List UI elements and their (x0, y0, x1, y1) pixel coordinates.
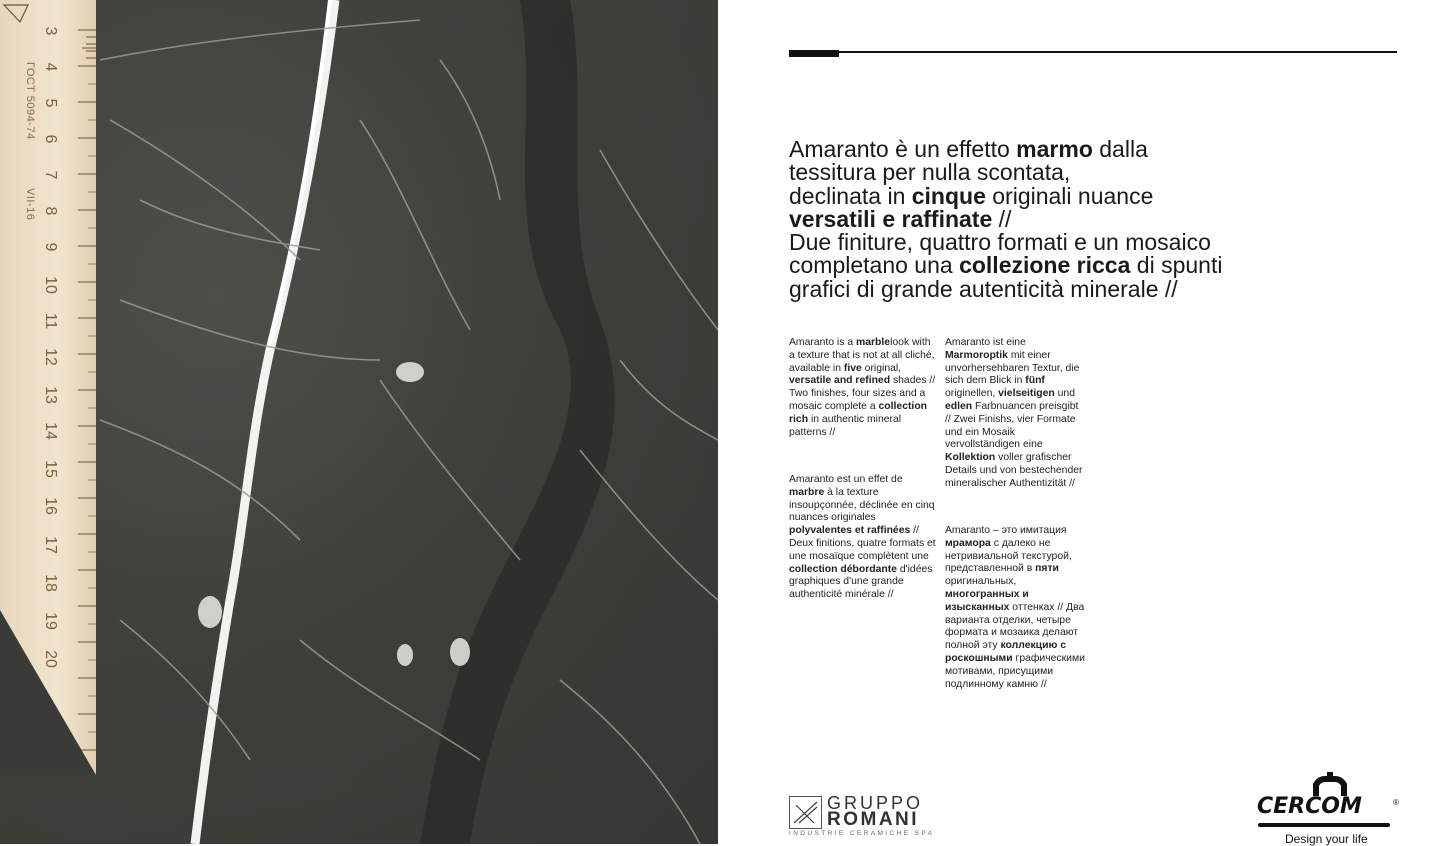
gruppo-romani-line1: GRUPPO (827, 793, 924, 813)
marble-photo (0, 0, 718, 844)
headline-italian (789, 138, 1349, 301)
gruppo-romani-mark-icon (789, 796, 822, 829)
headline-line: completano una collezione ricca di spunti (789, 252, 1223, 279)
headline-line: Amaranto è un effetto marmo dalla (789, 136, 1148, 162)
text-russian: Amaranto – это имитация мрамора с далеко не нетривиальной текстурой, представленной в пяти оригинальных, многогранных и изысканных оттенках // Два варианта отделки, четыре формата и мозаика делают полной эту коллекцию с роскошными графическими мотивами, присущими подлинному камню // (945, 525, 1085, 690)
gruppo-romani-line3: INDUSTRIE CERAMICHE SPA (789, 830, 935, 837)
ruler-number: 12 (42, 348, 59, 366)
headline-line: grafici di grande autenticità minerale // (789, 275, 1178, 302)
ruler-number: 3 (42, 26, 59, 36)
gruppo-romani-line2: ROMANI (827, 809, 920, 830)
headline-line: declinata in cinque originali nuance (789, 182, 1154, 209)
cercom-underline (1258, 823, 1390, 827)
text-french: Amaranto est un effet de marbre à la texture insoupçonnée, déclinée en cinq nuances originales polyvalentes et raffinées // Deux finitions, quatre formats et une mosaïque complètent une collection débordante d'idées graphiques d'une grande authenticité minérale // (789, 474, 936, 601)
ruler-number: 4 (42, 62, 59, 72)
text-english: Amaranto is a marblelook with a texture that is not at all cliché, available in five original, versatile and refined shades // Two finishes, four sizes and a mosaic complete a collection rich in authentic mineral patterns // (789, 337, 936, 438)
marble-veins (0, 0, 718, 844)
text-german: Amaranto ist eine Marmoroptik mit einer unvorhersehbaren Textur, die sich dem Blick in fünf originellen, vielseitigen und edlen Farbnuancen preisgibt // Zwei Finishs, vier Formate und ein Mosaik vervollständigen eine Kollektion voller grafischer Details und von bestechender mineralischer Authentizität // (945, 337, 1083, 489)
ruler-number: 18 (42, 574, 59, 592)
top-rule-accent (789, 50, 839, 57)
ruler-stamp-2: VII-16 (24, 188, 36, 221)
top-rule (789, 51, 1397, 53)
ruler-stamp: ГОСТ 5094-74 (24, 62, 36, 140)
ruler-number: 19 (42, 612, 59, 630)
ruler-number: 6 (42, 134, 59, 144)
ruler-number: 10 (42, 276, 59, 294)
ruler-number: 14 (42, 422, 59, 440)
cercom-logo (1255, 772, 1405, 844)
ruler-number: 16 (42, 497, 59, 515)
ruler-number: 11 (42, 312, 59, 330)
measuring-ruler (0, 0, 96, 775)
ruler-number: 5 (42, 98, 59, 108)
headline-line: tessitura per nulla scontata, (789, 159, 1071, 186)
headline-line: Due finiture, quattro formati e un mosaico (789, 229, 1211, 256)
ruler-number: 17 (42, 536, 59, 554)
ruler-number: 9 (42, 242, 59, 252)
headline-line: versatili e raffinate // (789, 205, 1012, 232)
cercom-tagline: Design your life (1285, 832, 1368, 846)
cercom-wordmark: CERCOM (1257, 794, 1362, 819)
ruler-number: 8 (42, 206, 59, 216)
ruler-number: 20 (42, 650, 59, 668)
ruler-number: 15 (42, 460, 59, 478)
ruler-number: 7 (42, 170, 59, 180)
cercom-registered: ® (1393, 798, 1399, 807)
gruppo-romani-logo (789, 794, 939, 842)
ruler-number: 13 (42, 386, 59, 404)
